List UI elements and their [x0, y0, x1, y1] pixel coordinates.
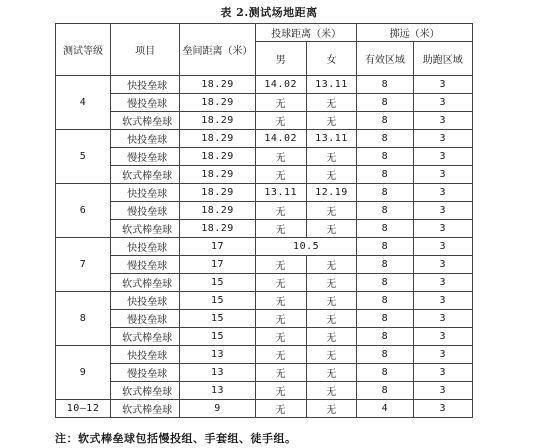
header-runup-zone: 助跑区域 [413, 42, 472, 76]
runup-zone-cell: 3 [413, 148, 472, 166]
female-distance-cell: 无 [306, 364, 357, 382]
effective-zone-cell: 8 [357, 112, 413, 130]
level-cell: 9 [56, 346, 111, 400]
runup-zone-cell: 3 [413, 400, 472, 418]
male-distance-cell: 无 [255, 274, 306, 292]
runup-zone-cell: 3 [413, 184, 472, 202]
table-row [56, 148, 473, 166]
male-distance-cell: 13.11 [255, 184, 306, 202]
base-distance-cell: 15 [180, 292, 256, 310]
table-row [56, 202, 473, 220]
level-cell: 6 [56, 184, 111, 238]
effective-zone-cell: 8 [357, 364, 413, 382]
runup-zone-cell: 3 [413, 112, 472, 130]
male-distance-cell: 无 [255, 202, 306, 220]
table-row [56, 346, 473, 364]
level-cell: 5 [56, 130, 111, 184]
effective-zone-cell: 8 [357, 256, 413, 274]
pitch-distance-cell: 10.5 [255, 238, 357, 256]
item-cell: 软式棒垒球 [111, 274, 180, 292]
header-female: 女 [306, 42, 357, 76]
female-distance-cell: 13.11 [306, 76, 357, 94]
field-distance-table [55, 23, 473, 418]
runup-zone-cell: 3 [413, 256, 472, 274]
item-cell: 软式棒垒球 [111, 220, 180, 238]
effective-zone-cell: 8 [357, 94, 413, 112]
effective-zone-cell: 8 [357, 220, 413, 238]
male-distance-cell: 14.02 [255, 130, 306, 148]
effective-zone-cell: 8 [357, 274, 413, 292]
header-level: 测试等级 [56, 24, 111, 76]
effective-zone-cell: 8 [357, 292, 413, 310]
item-cell: 慢投垒球 [111, 364, 180, 382]
item-cell: 软式棒垒球 [111, 400, 180, 418]
runup-zone-cell: 3 [413, 130, 472, 148]
table-title: 表 2.测试场地距离 [220, 6, 318, 19]
female-distance-cell: 13.11 [306, 130, 357, 148]
table-note: 注：软式棒垒球包括慢投组、手套组、徒手组。 [55, 432, 297, 445]
table-row [56, 400, 473, 418]
table-row [56, 274, 473, 292]
female-distance-cell: 无 [306, 148, 357, 166]
header-pitch-distance: 投球距离（米） [255, 24, 357, 42]
effective-zone-cell: 8 [357, 166, 413, 184]
header-male: 男 [255, 42, 306, 76]
female-distance-cell: 无 [306, 202, 357, 220]
female-distance-cell: 12.19 [306, 184, 357, 202]
female-distance-cell: 无 [306, 328, 357, 346]
base-distance-cell: 18.29 [180, 94, 256, 112]
base-distance-cell: 18.29 [180, 148, 256, 166]
item-cell: 快投垒球 [111, 76, 180, 94]
table-row [56, 94, 473, 112]
table-row [56, 76, 473, 94]
runup-zone-cell: 3 [413, 382, 472, 400]
effective-zone-cell: 8 [357, 130, 413, 148]
runup-zone-cell: 3 [413, 76, 472, 94]
effective-zone-cell: 8 [357, 346, 413, 364]
female-distance-cell: 无 [306, 346, 357, 364]
item-cell: 快投垒球 [111, 346, 180, 364]
base-distance-cell: 18.29 [180, 202, 256, 220]
level-cell: 10—12 [56, 400, 111, 418]
header-base-distance: 垒间距离（米） [180, 24, 256, 76]
level-cell: 4 [56, 76, 111, 130]
runup-zone-cell: 3 [413, 166, 472, 184]
female-distance-cell: 无 [306, 382, 357, 400]
table-row [56, 166, 473, 184]
runup-zone-cell: 3 [413, 220, 472, 238]
table-row [56, 220, 473, 238]
base-distance-cell: 15 [180, 274, 256, 292]
table-row [56, 130, 473, 148]
male-distance-cell: 无 [255, 220, 306, 238]
male-distance-cell: 无 [255, 166, 306, 184]
base-distance-cell: 13 [180, 382, 256, 400]
item-cell: 慢投垒球 [111, 310, 180, 328]
female-distance-cell: 无 [306, 292, 357, 310]
base-distance-cell: 15 [180, 310, 256, 328]
base-distance-cell: 17 [180, 256, 256, 274]
table-row [56, 310, 473, 328]
effective-zone-cell: 8 [357, 76, 413, 94]
table-row [56, 112, 473, 130]
base-distance-cell: 13 [180, 346, 256, 364]
effective-zone-cell: 8 [357, 328, 413, 346]
base-distance-cell: 18.29 [180, 130, 256, 148]
effective-zone-cell: 8 [357, 382, 413, 400]
effective-zone-cell: 8 [357, 184, 413, 202]
effective-zone-cell: 8 [357, 310, 413, 328]
item-cell: 软式棒垒球 [111, 112, 180, 130]
base-distance-cell: 18.29 [180, 166, 256, 184]
item-cell: 慢投垒球 [111, 94, 180, 112]
runup-zone-cell: 3 [413, 238, 472, 256]
table-row [56, 364, 473, 382]
runup-zone-cell: 3 [413, 346, 472, 364]
table-row [56, 184, 473, 202]
runup-zone-cell: 3 [413, 292, 472, 310]
runup-zone-cell: 3 [413, 94, 472, 112]
item-cell: 慢投垒球 [111, 148, 180, 166]
male-distance-cell: 无 [255, 94, 306, 112]
female-distance-cell: 无 [306, 220, 357, 238]
male-distance-cell: 无 [255, 292, 306, 310]
runup-zone-cell: 3 [413, 310, 472, 328]
header-item: 项目 [111, 24, 180, 76]
male-distance-cell: 无 [255, 256, 306, 274]
runup-zone-cell: 3 [413, 328, 472, 346]
effective-zone-cell: 4 [357, 400, 413, 418]
item-cell: 快投垒球 [111, 130, 180, 148]
effective-zone-cell: 8 [357, 238, 413, 256]
base-distance-cell: 18.29 [180, 184, 256, 202]
base-distance-cell: 18.29 [180, 220, 256, 238]
base-distance-cell: 13 [180, 364, 256, 382]
level-cell: 8 [56, 292, 111, 346]
item-cell: 慢投垒球 [111, 202, 180, 220]
table-row [56, 328, 473, 346]
runup-zone-cell: 3 [413, 274, 472, 292]
runup-zone-cell: 3 [413, 202, 472, 220]
header-throw: 掷远（米） [357, 24, 473, 42]
male-distance-cell: 无 [255, 310, 306, 328]
male-distance-cell: 无 [255, 400, 306, 418]
effective-zone-cell: 8 [357, 148, 413, 166]
male-distance-cell: 无 [255, 364, 306, 382]
male-distance-cell: 14.02 [255, 76, 306, 94]
base-distance-cell: 17 [180, 238, 256, 256]
base-distance-cell: 15 [180, 328, 256, 346]
item-cell: 软式棒垒球 [111, 166, 180, 184]
item-cell: 快投垒球 [111, 292, 180, 310]
item-cell: 软式棒垒球 [111, 382, 180, 400]
female-distance-cell: 无 [306, 274, 357, 292]
female-distance-cell: 无 [306, 310, 357, 328]
table-body [56, 76, 473, 418]
table-row [56, 382, 473, 400]
item-cell: 快投垒球 [111, 238, 180, 256]
effective-zone-cell: 8 [357, 202, 413, 220]
header-effective-zone: 有效区域 [357, 42, 413, 76]
male-distance-cell: 无 [255, 148, 306, 166]
item-cell: 软式棒垒球 [111, 328, 180, 346]
level-cell: 7 [56, 238, 111, 292]
male-distance-cell: 无 [255, 112, 306, 130]
table-row [56, 256, 473, 274]
table-row [56, 238, 473, 256]
female-distance-cell: 无 [306, 256, 357, 274]
base-distance-cell: 18.29 [180, 112, 256, 130]
female-distance-cell: 无 [306, 112, 357, 130]
male-distance-cell: 无 [255, 328, 306, 346]
base-distance-cell: 9 [180, 400, 256, 418]
item-cell: 慢投垒球 [111, 256, 180, 274]
male-distance-cell: 无 [255, 382, 306, 400]
item-cell: 快投垒球 [111, 184, 180, 202]
female-distance-cell: 无 [306, 166, 357, 184]
female-distance-cell: 无 [306, 94, 357, 112]
male-distance-cell: 无 [255, 346, 306, 364]
table-row [56, 292, 473, 310]
female-distance-cell: 无 [306, 400, 357, 418]
base-distance-cell: 18.29 [180, 76, 256, 94]
runup-zone-cell: 3 [413, 364, 472, 382]
